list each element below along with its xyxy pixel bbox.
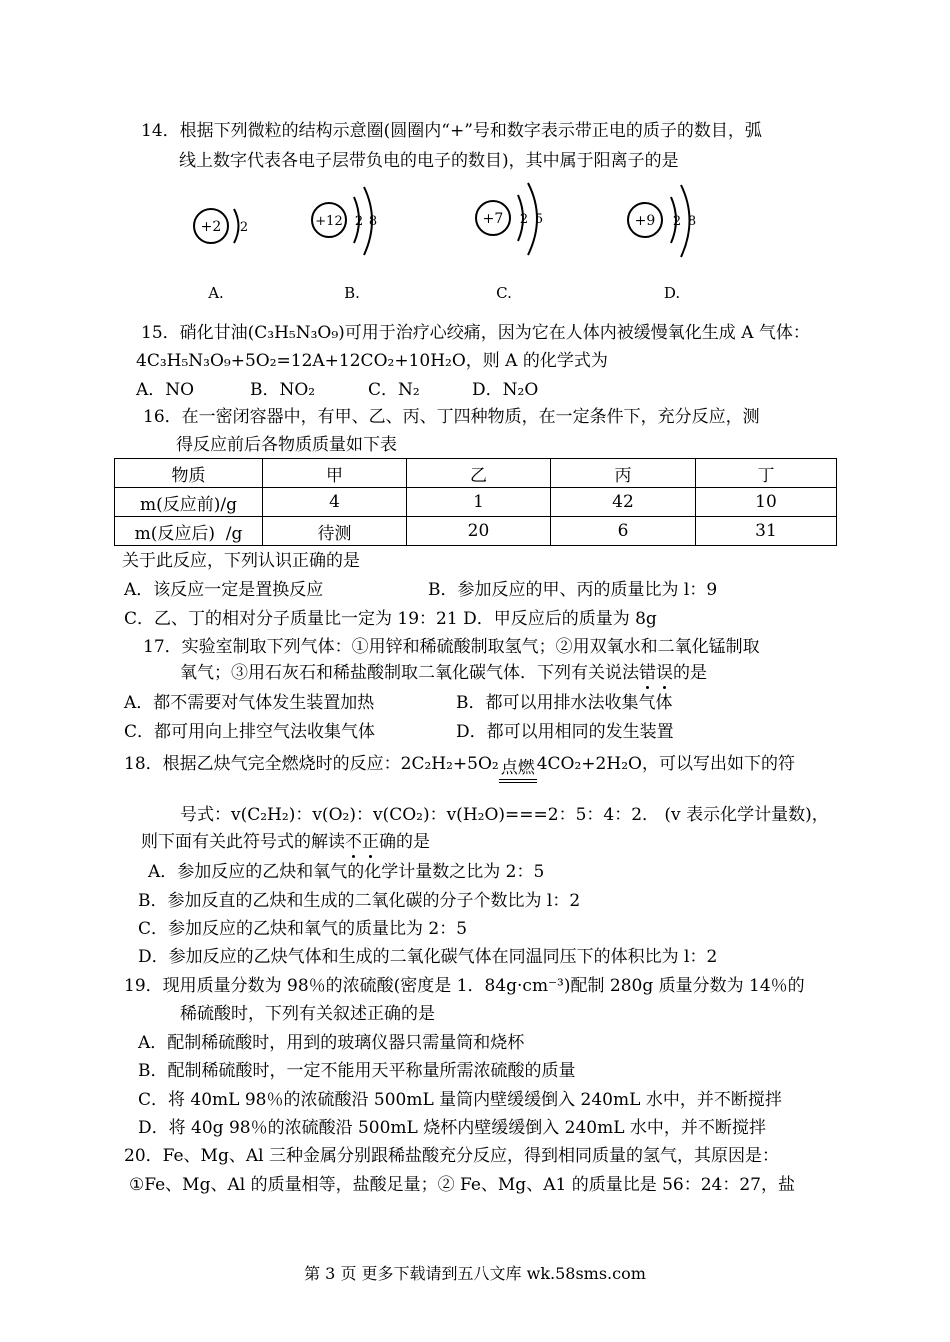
q18-line1-post: 4CO₂+2H₂O，可以写出如下的符 <box>536 754 795 774</box>
table-header-cell: 物质 <box>115 459 263 488</box>
table-row <box>115 517 837 546</box>
q16-after: 关于此反应，下列认识正确的是 <box>122 551 360 571</box>
q19-option-b: B．配制稀硫酸时，一定不能用天平称量所需浓硫酸的质量 <box>138 1061 576 1081</box>
shell-label-d1: 2 <box>672 214 682 229</box>
table-header-row <box>115 459 837 488</box>
q17-line2-post: 的是 <box>673 663 707 683</box>
q20-line2: ①Fe、Mg、Al 的质量相等，盐酸足量；② Fe、Mg、A1 的质量比是 56：24：27，盐 <box>129 1175 795 1195</box>
q16-option-cd: C．乙、丁的相对分子质量比一定为 19：21 D．甲反应后的质量为 8g <box>124 609 657 629</box>
page-footer: 第 3 页 更多下载请到五八文库 wk.58sms.com <box>304 1264 646 1283</box>
q18-option-c: C．参加反应的乙炔和氧气的质量比为 2：5 <box>138 919 468 939</box>
q18-line3 <box>141 834 430 851</box>
q19-line2: 稀硫酸时，下列有关叙述正确的是 <box>180 1004 435 1024</box>
q18-option-b: B．参加反直的乙炔和生成的二氧化碳的分子个数比为 l：2 <box>138 891 581 911</box>
table-cell: 4 <box>263 488 407 517</box>
q19-line1: 19．现用质量分数为 98％的浓硫酸(密度是 1．84g·cm⁻³)配制 280g 质量分数为 14％的 <box>124 976 805 996</box>
q18-option-a: A．参加反应的乙炔和氧气的化学计量数之比为 2：5 <box>148 862 545 882</box>
q17-line2 <box>180 665 707 682</box>
q18-line2: 号式：v(C₂H₂)：v(O₂)：v(CO₂)：v(H₂O)===2：5：4：2． (v 表示化学计量数)， <box>180 805 829 825</box>
table-cell: 10 <box>696 488 837 517</box>
shell-label-b1: 2 <box>354 214 364 229</box>
q16-option-b: B．参加反应的甲、丙的质量比为 l：9 <box>428 580 718 600</box>
q15-option-c: C．N₂ <box>368 380 420 400</box>
double-equals-sign <box>499 779 537 783</box>
q17-line2-pre: 氧气；③用石灰石和稀盐酸制取二氧化碳气体．下列有关说法 <box>180 663 639 683</box>
q18-line1-pre: 18．根据乙炔气完全燃烧时的反应：2C₂H₂+5O₂ <box>124 754 499 774</box>
atom-diagram-c <box>476 183 543 302</box>
shell-label-c1: 2 <box>519 212 529 227</box>
atom-diagram-d <box>628 185 696 302</box>
table-row <box>115 488 837 517</box>
table-header-cell: 丁 <box>696 459 837 488</box>
option-label-b: B. <box>344 284 360 302</box>
q16-line2: 得反应前后各物质质量如下表 <box>176 435 397 455</box>
nucleus-label-a: +2 <box>200 219 222 235</box>
option-label-d: D. <box>663 284 681 302</box>
nucleus-label-c: +7 <box>482 211 504 227</box>
q16-mass-table <box>114 458 837 546</box>
table-header-cell: 乙 <box>407 459 551 488</box>
shell-arc-a1 <box>234 209 239 243</box>
q18-line1 <box>124 754 795 778</box>
option-label-a: A. <box>208 284 224 302</box>
q16-option-a: A．该反应一定是置换反应 <box>124 580 324 600</box>
q17-option-d: D．都可以用相同的发生装置 <box>456 722 674 742</box>
q16-line1: 16．在一密闭容器中，有甲、乙、丙、丁四种物质，在一定条件下，充分反应，测 <box>143 407 760 427</box>
atom-structure-diagrams <box>150 175 870 305</box>
table-cell: m(反应后) /g <box>115 517 263 546</box>
q15-option-a: A．NO <box>136 380 195 400</box>
q15-option-d: D．N₂O <box>472 380 539 400</box>
table-cell: 待测 <box>263 517 407 546</box>
table-cell: 1 <box>407 488 551 517</box>
q19-option-d: D．将 40g 98％的浓硫酸沿 500mL 烧杯内壁缓缓倒入 240mL 水中，并不断搅拌 <box>138 1118 766 1138</box>
emphasis-char: 错 <box>639 663 656 683</box>
q15-line1: 15．硝化甘油(C₃H₅N₃O₉)可用于治疗心绞痛，因为它在人体内被缓慢氧化生成 A 气体： <box>141 323 810 343</box>
q19-option-a: A．配制稀硫酸时，用到的玻璃仪器只需量筒和烧杯 <box>138 1033 525 1053</box>
shell-label-d2: 8 <box>687 214 697 229</box>
nucleus-label-d: +9 <box>634 213 656 229</box>
reaction-condition <box>499 756 537 778</box>
table-cell: m(反应前)/g <box>115 488 263 517</box>
q17-option-a: A．都不需要对气体发生装置加热 <box>124 693 375 713</box>
q18-option-d: D．参加反应的乙炔气体和生成的二氧化碳气体在同温同压下的体积比为 l：2 <box>138 947 718 967</box>
q17-option-b: B．都可以用排水法收集气体 <box>456 693 673 713</box>
table-cell: 42 <box>551 488 696 517</box>
emphasis-char: 误 <box>656 663 673 683</box>
q14-line2: 线上数字代表各电子层带负电的电子的数目)，其中属于阳离子的是 <box>179 151 679 171</box>
shell-label-c2: 5 <box>534 212 544 227</box>
table-cell: 31 <box>696 517 837 546</box>
q19-option-c: C．将 40mL 98％的浓硫酸沿 500mL 量筒内壁缓缓倒入 240mL 水中，并不断搅拌 <box>138 1090 782 1110</box>
emphasis-char: 不 <box>345 832 362 852</box>
nucleus-label-b: +12 <box>315 214 343 229</box>
condition-label: 点燃 <box>500 758 535 778</box>
q20-line1: 20．Fe、Mg、Al 三种金属分别跟稀盐酸充分反应，得到相同质量的氢气，其原因是： <box>124 1146 779 1166</box>
q18-line3-pre: 则下面有关此符号式的解读 <box>141 832 345 852</box>
table-header-cell: 丙 <box>551 459 696 488</box>
atom-diagram-a <box>194 209 248 302</box>
option-label-c: C. <box>496 284 512 302</box>
q17-line1: 17．实验室制取下列气体：①用锌和稀硫酸制取氢气；②用双氧水和二氧化锰制取 <box>143 637 760 657</box>
shell-label-a1: 2 <box>239 220 249 235</box>
q18-line3-post: 确的是 <box>379 832 430 852</box>
q15-option-b: B．NO₂ <box>250 380 316 400</box>
table-cell: 6 <box>551 517 696 546</box>
q14-line1: 14．根据下列微粒的结构示意圈(圆圈内“+”号和数字表示带正电的质子的数目，弧 <box>141 121 762 141</box>
q17-option-c: C．都可用向上排空气法收集气体 <box>124 722 376 742</box>
shell-label-b2: 8 <box>368 214 378 229</box>
table-header-cell: 甲 <box>263 459 407 488</box>
emphasis-char: 正 <box>362 832 379 852</box>
atom-diagram-b <box>312 187 377 302</box>
q15-line2: 4C₃H₅N₃O₉+5O₂=12A+12CO₂+10H₂O，则 A 的化学式为 <box>136 351 608 371</box>
table-cell: 20 <box>407 517 551 546</box>
